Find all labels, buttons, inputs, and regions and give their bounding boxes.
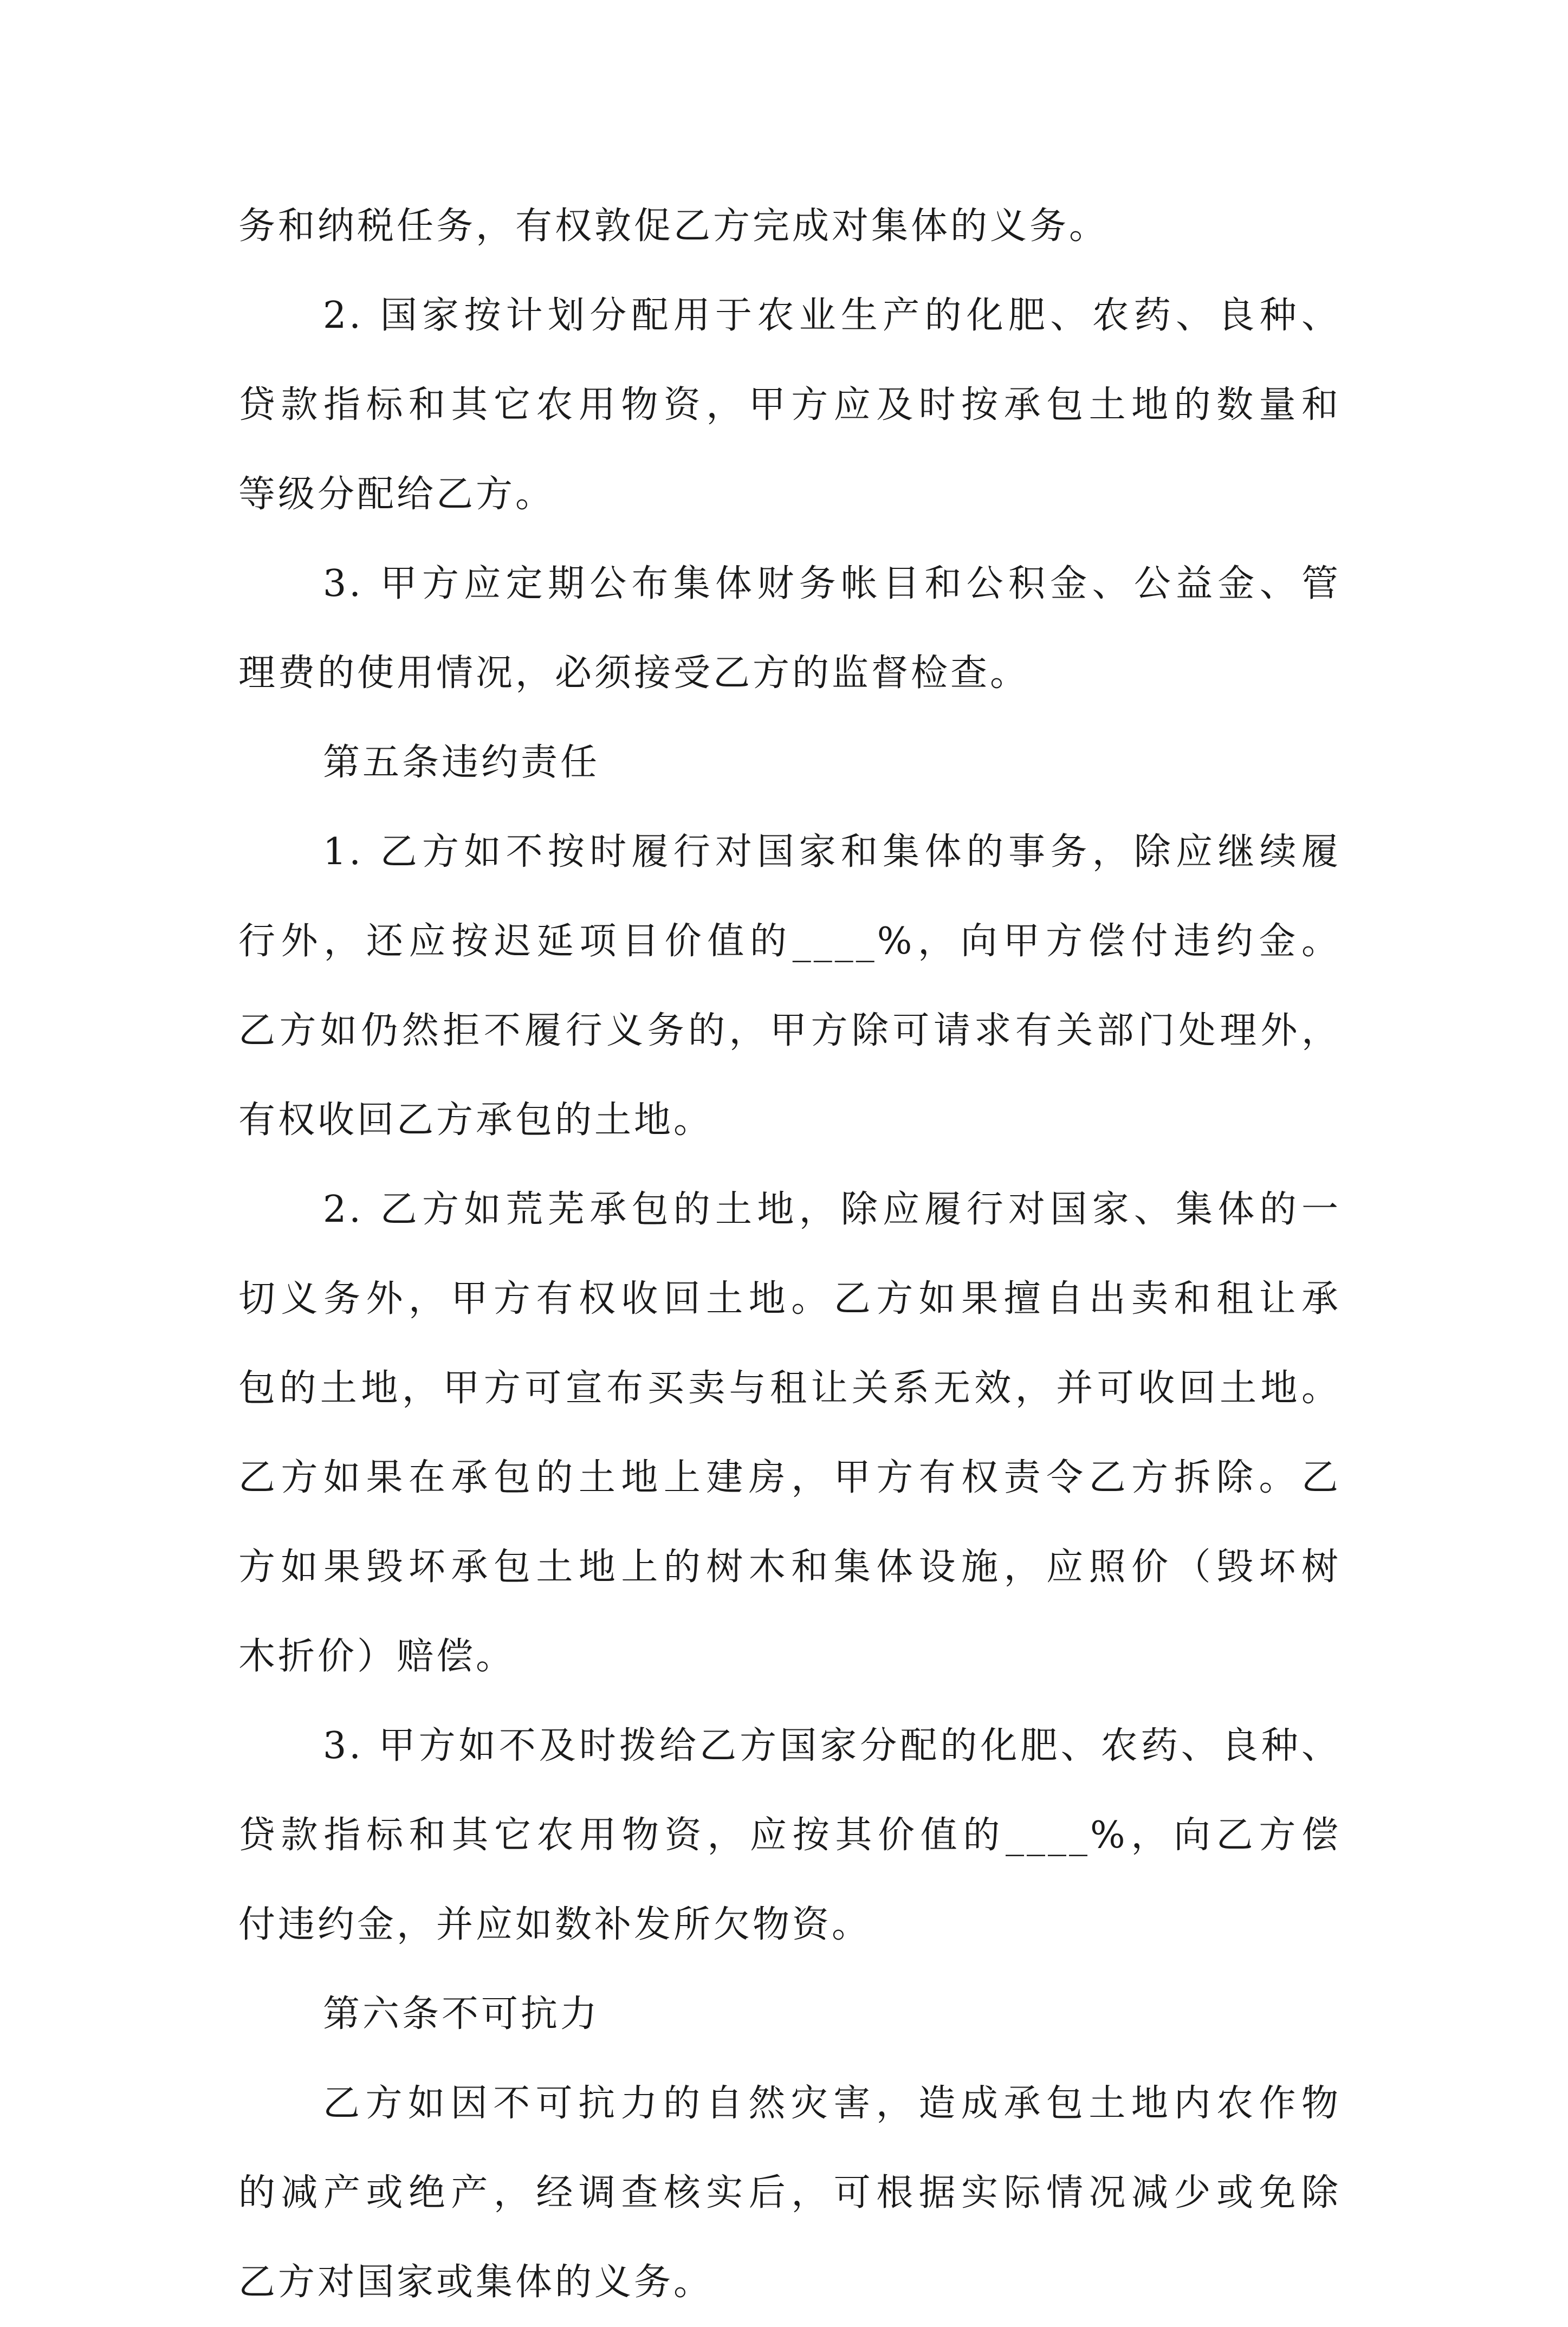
text-line: 乙方如因不可抗力的自然灾害，造成承包土地内农作物 <box>323 2082 1341 2125</box>
text-line: 等级分配给乙方。 <box>238 473 555 516</box>
paragraph-article-6-body <box>238 2059 1341 2327</box>
document-body <box>238 182 1341 2327</box>
text-line: 务和纳税任务，有权敦促乙方完成对集体的义务。 <box>238 205 1109 248</box>
text-line: 乙方如果在承包的土地上建房，甲方有权责令乙方拆除。乙 <box>238 1456 1341 1499</box>
paragraph-clause-5-3 <box>238 1701 1341 1969</box>
text-line: 行外，还应按迟延项目价值的____%，向甲方偿付违约金。 <box>238 920 1341 963</box>
text-line: 切义务外，甲方有权收回土地。乙方如果擅自出卖和租让承 <box>238 1278 1341 1320</box>
article-heading: 第六条不可抗力 <box>323 1993 600 2036</box>
text-line: 乙方如仍然拒不履行义务的，甲方除可请求有关部门处理外， <box>238 1009 1341 1052</box>
text-line: 3. 甲方应定期公布集体财务帐目和公积金、公益金、管 <box>323 562 1341 605</box>
heading-article-6 <box>238 1969 1341 2059</box>
text-line: 的减产或绝产，经调查核实后，可根据实际情况减少或免除 <box>238 2172 1341 2214</box>
text-line: 贷款指标和其它农用物资，应按其价值的____%，向乙方偿 <box>238 1814 1341 1857</box>
text-line: 木折价）赔偿。 <box>238 1635 516 1678</box>
paragraph-clause-4-2 <box>238 271 1341 539</box>
article-heading: 第五条违约责任 <box>323 741 600 784</box>
paragraph-clause-4-3 <box>238 539 1341 718</box>
text-line: 乙方对国家或集体的义务。 <box>238 2261 714 2304</box>
paragraph-clause-5-2 <box>238 1165 1341 1701</box>
text-line: 1. 乙方如不按时履行对国家和集体的事务，除应继续履 <box>323 831 1341 873</box>
text-line: 贷款指标和其它农用物资，甲方应及时按承包土地的数量和 <box>238 384 1341 426</box>
text-line: 2. 国家按计划分配用于农业生产的化肥、农药、良种、 <box>323 294 1341 337</box>
paragraph-obligation-continued <box>238 182 1341 271</box>
paragraph-clause-5-1 <box>238 807 1341 1165</box>
heading-article-5 <box>238 718 1341 807</box>
text-line: 2. 乙方如荒芜承包的土地，除应履行对国家、集体的一 <box>323 1188 1341 1231</box>
text-line: 方如果毁坏承包土地上的树木和集体设施，应照价（毁坏树 <box>238 1546 1341 1589</box>
text-line: 3. 甲方如不及时拨给乙方国家分配的化肥、农药、良种、 <box>323 1725 1341 1767</box>
text-line: 包的土地，甲方可宣布买卖与租让关系无效，并可收回土地。 <box>238 1367 1341 1410</box>
text-line: 有权收回乙方承包的土地。 <box>238 1099 714 1142</box>
text-line: 付违约金，并应如数补发所欠物资。 <box>238 1903 872 1946</box>
text-line: 理费的使用情况，必须接受乙方的监督检查。 <box>238 652 1030 695</box>
